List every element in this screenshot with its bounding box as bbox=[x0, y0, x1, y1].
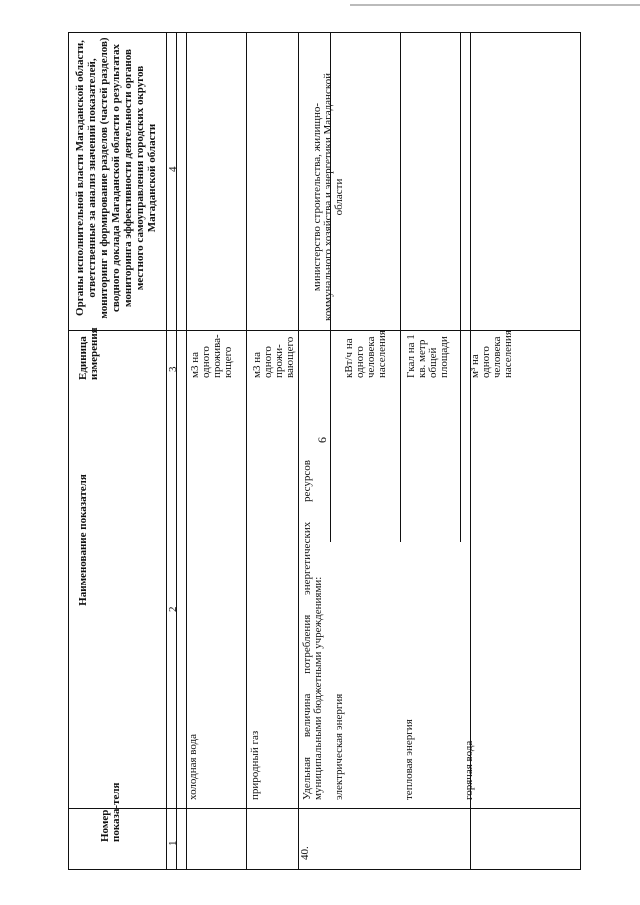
col-number: 2 bbox=[167, 606, 179, 612]
row-divider bbox=[68, 808, 581, 809]
col-divider bbox=[176, 32, 177, 870]
header-name: Наименование показателя bbox=[77, 474, 89, 606]
row-unit: Гкал на 1 кв. метр общей площади bbox=[405, 334, 450, 378]
row-unit: кВт/ч на одного человека населения bbox=[343, 330, 388, 378]
col-divider bbox=[400, 32, 401, 542]
border-bottom bbox=[68, 869, 581, 870]
col-number: 1 bbox=[167, 840, 179, 846]
border-right bbox=[580, 32, 581, 870]
row-name: горячая вода bbox=[463, 740, 475, 800]
col-number: 3 bbox=[167, 366, 179, 372]
row-name: Удельная величина потребления энергетических ресурсов муниципальными бюджетными учреждениями: bbox=[301, 460, 324, 800]
row-name: электрическая энергия bbox=[333, 693, 345, 800]
row-name: холодная вода bbox=[187, 733, 199, 800]
header-org: Органы исполнительной власти Магаданской области, ответственные за анализ значений показателей, мониторинг и формирование разделов (частей разделов) сводного доклада Магаданской области о результатах мониторинга эффективности деятельности органов местного самоуправления городских округов Магаданской области bbox=[74, 37, 158, 319]
page-number: 9 bbox=[315, 437, 330, 443]
col-divider bbox=[166, 32, 167, 870]
col-divider bbox=[298, 32, 299, 870]
row-unit: м3 на одного прожи-вающего bbox=[251, 336, 296, 378]
col-divider bbox=[246, 32, 247, 870]
header-number: Номер показа-теля bbox=[99, 782, 122, 842]
row-org: министерство строительства, жилищно-коммунального хозяйства и энергетики Магаданской области bbox=[311, 73, 345, 322]
row-name: природный газ bbox=[249, 730, 261, 800]
border-left bbox=[68, 32, 69, 870]
row-number: 40. bbox=[299, 846, 311, 860]
border-top bbox=[68, 32, 581, 33]
header-unit: Единица измерения bbox=[77, 327, 100, 380]
row-name: тепловая энергия bbox=[403, 719, 415, 800]
row-unit: м³ на одного человека населения bbox=[469, 330, 514, 378]
row-unit: м3 на одного прожива-ющего bbox=[189, 334, 234, 378]
col-number: 4 bbox=[167, 166, 179, 172]
col-divider bbox=[460, 32, 461, 542]
